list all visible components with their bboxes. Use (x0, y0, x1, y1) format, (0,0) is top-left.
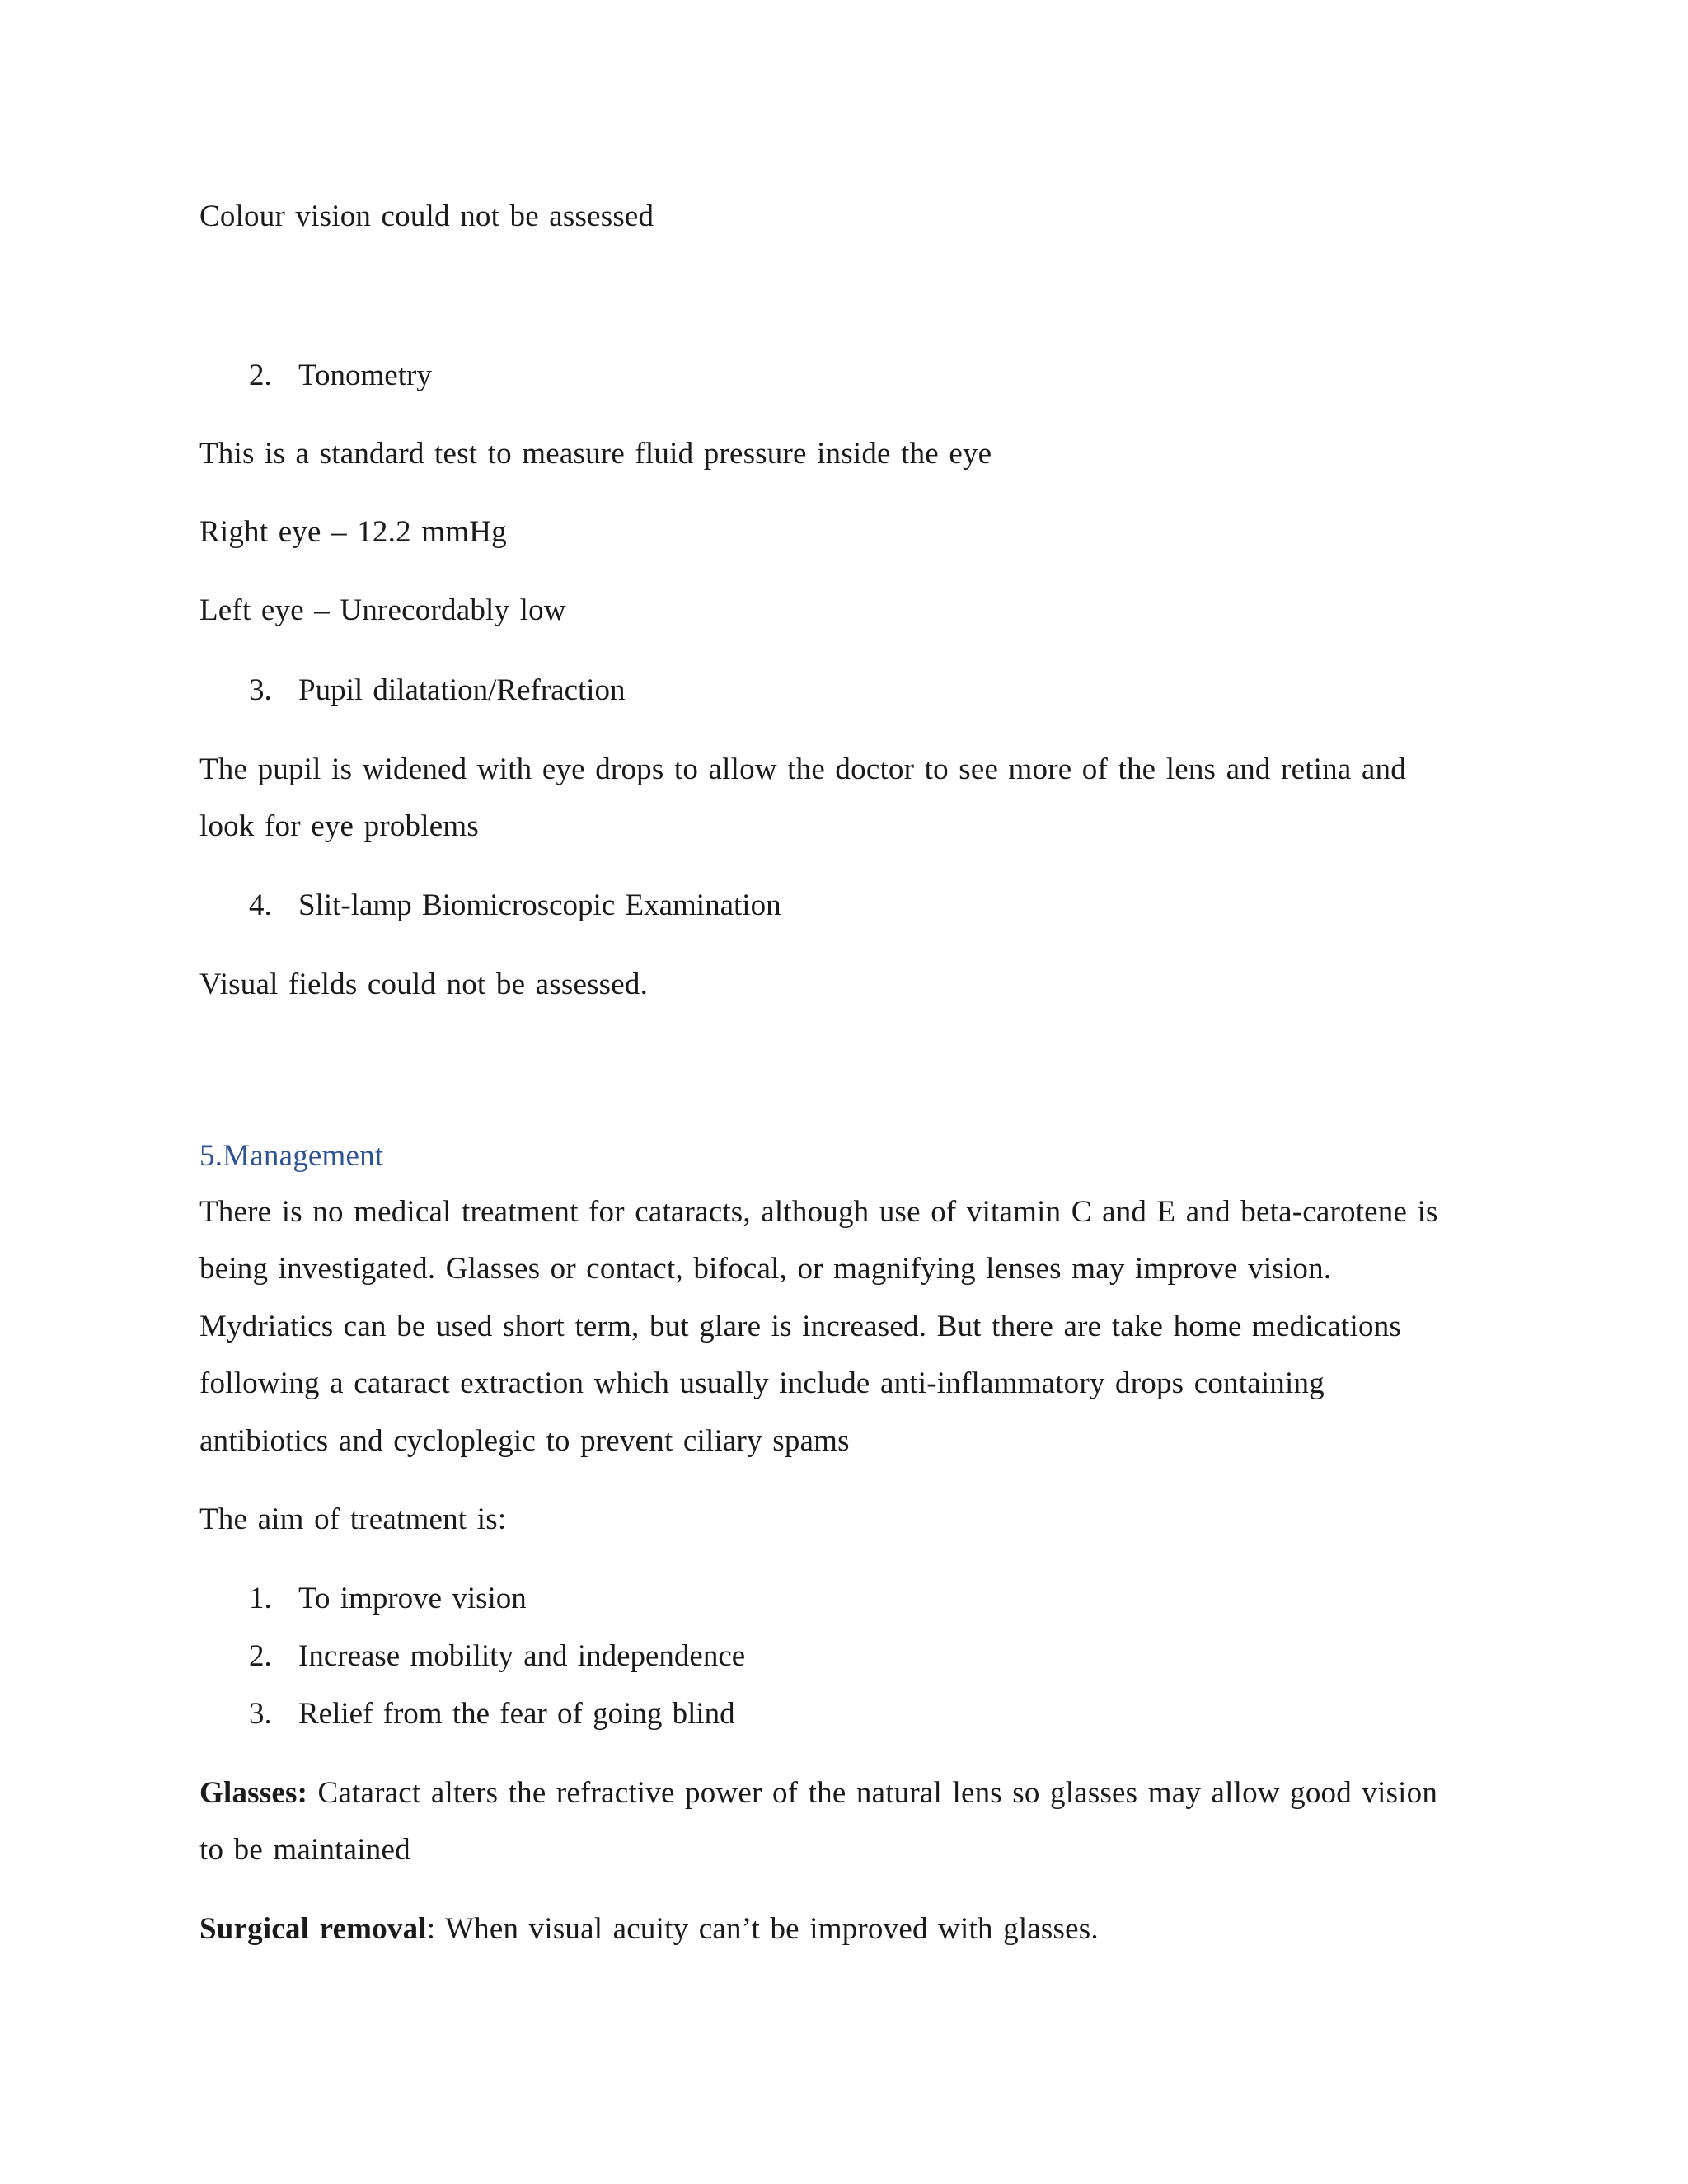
glasses-line-2: to be maintained (199, 1833, 410, 1867)
management-para-line-1: There is no medical treatment for cataracts, although use of vitamin C and E and beta-carotene is (199, 1195, 1438, 1229)
colour-vision-text: Colour vision could not be assessed (199, 199, 654, 233)
tonometry-title: Tonometry (298, 359, 432, 392)
slit-lamp-title: Slit-lamp Biomicroscopic Examination (298, 888, 781, 922)
management-heading: 5.Management (199, 1139, 384, 1173)
pupil-number: 3. (249, 673, 272, 707)
tonometry-description: This is a standard test to measure fluid pressure inside the eye (199, 437, 992, 471)
tonometry-number: 2. (249, 359, 272, 392)
surgical-label: Surgical removal (199, 1912, 427, 1946)
management-para-line-3: Mydriatics can be used short term, but glare is increased. But there are take home medications (199, 1310, 1402, 1343)
aim-text: Relief from the fear of going blind (298, 1697, 735, 1731)
visual-fields-text: Visual fields could not be assessed. (199, 968, 649, 1001)
glasses-line-1 (199, 1774, 1437, 1812)
aim-item (249, 1638, 745, 1675)
aim-text: Increase mobility and independence (298, 1639, 746, 1673)
management-para-line-4: following a cataract extraction which usually include anti-inflammatory drops containing (199, 1366, 1325, 1400)
management-para-line-2: being investigated. Glasses or contact, bifocal, or magnifying lenses may improve vision. (199, 1252, 1332, 1286)
management-para-line-5: antibiotics and cycloplegic to prevent ciliary spams (199, 1424, 850, 1458)
aim-number: 2. (249, 1639, 272, 1673)
aim-item (249, 1695, 735, 1733)
left-eye-reading: Left eye – Unrecordably low (199, 593, 566, 627)
pupil-heading (249, 672, 626, 710)
tonometry-heading (249, 357, 432, 395)
glasses-label: Glasses: (199, 1776, 308, 1810)
pupil-description-line-1: The pupil is widened with eye drops to allow the doctor to see more of the lens and retina and (199, 752, 1406, 786)
aim-number: 3. (249, 1697, 272, 1731)
slit-lamp-heading (249, 887, 781, 925)
surgical-removal-line (199, 1910, 1099, 1948)
glasses-text: Cataract alters the refractive power of the natural lens so glasses may allow good vision (307, 1776, 1438, 1810)
right-eye-reading: Right eye – 12.2 mmHg (199, 515, 507, 549)
aim-number: 1. (249, 1582, 272, 1615)
slit-lamp-number: 4. (249, 888, 272, 922)
surgical-text: : When visual acuity can’t be improved with glasses. (426, 1912, 1099, 1946)
aim-item (249, 1580, 527, 1618)
pupil-title: Pupil dilatation/Refraction (298, 673, 626, 707)
aim-intro: The aim of treatment is: (199, 1502, 507, 1536)
aim-text: To improve vision (298, 1582, 527, 1615)
pupil-description-line-2: look for eye problems (199, 809, 479, 843)
